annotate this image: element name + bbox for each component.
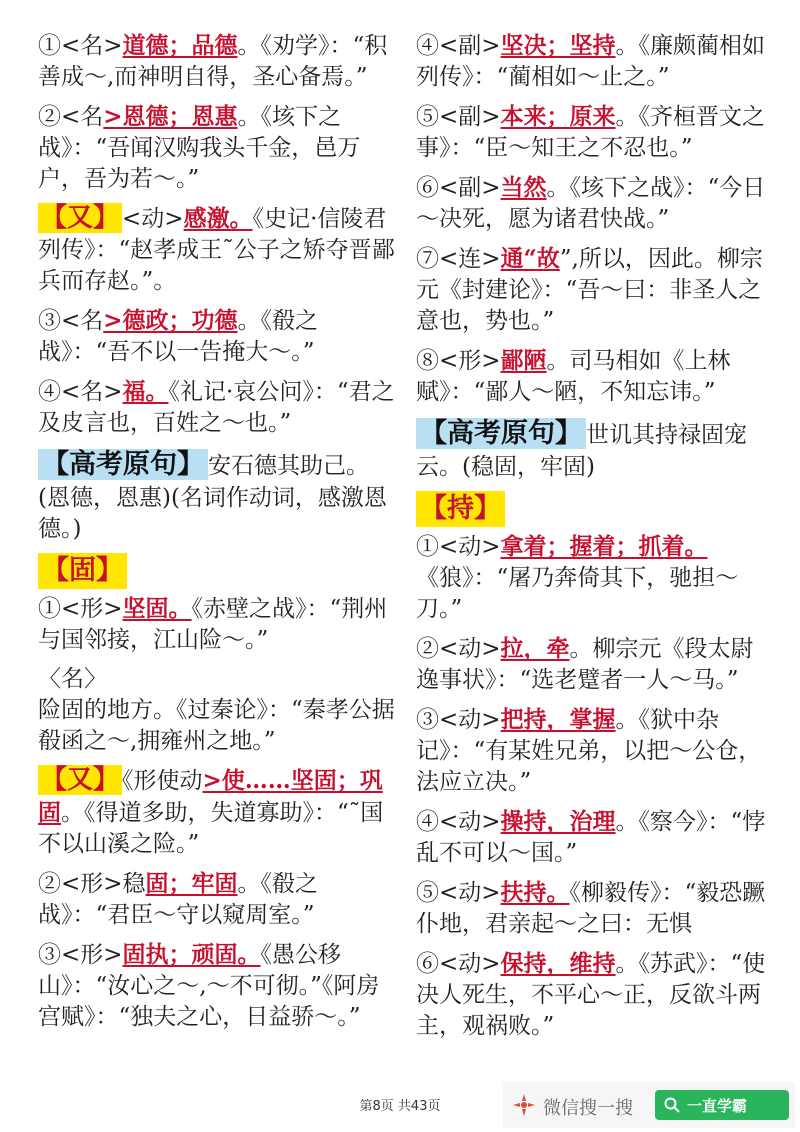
definition: >德政；功德: [103, 307, 238, 334]
entry-gu-1b: [38, 664, 398, 757]
definition: 坚决；坚持: [500, 32, 616, 59]
entry-number: ⑦<连>: [416, 246, 501, 272]
entry-number: ②<动>: [416, 636, 501, 662]
page-number: 第8页 共43页: [359, 1099, 441, 1114]
example: 。司马相如《上林赋》：“鄙人～陋，不知忘讳。”: [416, 348, 731, 405]
gaokao-sentence: [416, 416, 766, 483]
gaokao-heading: 【高考原句】: [38, 449, 208, 480]
definition: 扶持。: [500, 879, 570, 906]
definition: 坚固。: [122, 595, 192, 622]
left-column: [38, 30, 398, 1041]
section-title: 【固】: [38, 553, 127, 589]
entry-number: ⑤<副>: [416, 104, 501, 130]
definition: >恩德；恩惠: [103, 103, 238, 130]
definition: >使……坚固；巩固: [38, 767, 383, 826]
search-button[interactable]: [655, 1090, 789, 1120]
entry-number: ④<动>: [416, 809, 501, 835]
definition: 固；牢固: [145, 870, 238, 897]
entry-gu-4: [416, 30, 766, 93]
entry-chi-2: [416, 633, 766, 696]
entry-gu-5: [416, 101, 766, 164]
entry-de-4: [38, 376, 398, 439]
search-icon: [663, 1096, 681, 1114]
definition: 鄙陋: [500, 347, 547, 374]
entry-number: ⑥<动>: [416, 951, 501, 977]
definition: 保持，维持: [500, 950, 616, 977]
example: ”,所以，因此。柳宗元《封建论》：“吾～曰：非圣人之意也，势也。”: [416, 246, 763, 334]
entry-number: ⑤<动>: [416, 880, 501, 906]
definition: 福。: [122, 378, 169, 405]
entry-gu-you: [38, 765, 398, 860]
example: 。《殽之战》：“吾不以一告掩大～。”: [38, 308, 319, 365]
entry-number: ⑥<副>: [416, 175, 501, 201]
example: 《愚公移山》：“汝心之～,～不可彻。”《阿房宫赋》：“独夫之心，日益骄～。”: [38, 942, 380, 1030]
entry-number: ③<动>: [416, 707, 501, 733]
example: 。《齐桓晋文之事》：“臣～知王之不忍也。”: [416, 104, 766, 161]
entry-number: 〈名〉: [38, 666, 107, 692]
entry-number: ④<名>: [38, 379, 123, 405]
entry-chi-1: [416, 531, 766, 625]
you-tag: 【又】: [38, 203, 122, 233]
entry-de-3: [38, 305, 398, 368]
example: 。柳宗元《段太尉逸事状》：“选老躄者一人～马。”: [416, 636, 754, 693]
wechat-search-logo-icon: [511, 1092, 537, 1118]
section-chi: [416, 491, 766, 527]
entry-gu-1: [38, 593, 398, 656]
entry-number: <动>: [122, 206, 184, 232]
definition: 操持，治理: [500, 808, 616, 835]
example: 。《垓下之战》：“吾闻汉购我头千金，邑万户，吾为若～。”: [38, 104, 361, 192]
entry-chi-4: [416, 806, 766, 869]
entry-number: ⑧<形>: [416, 348, 501, 374]
example: 。《狱中杂记》：“有某姓兄弟，以把～公仓，法应立决。”: [416, 707, 762, 795]
entry-chi-5: [416, 877, 766, 940]
entry-de-you: [38, 203, 398, 297]
definition: 把持，掌握: [500, 706, 616, 733]
example: 《赤壁之战》：“荆州与国邻接，江山险～。”: [38, 596, 388, 653]
definition: 拿着；握着；抓着。: [500, 533, 708, 560]
entry-number: 《形使动: [122, 768, 203, 794]
entry-number: ③<形>: [38, 942, 123, 968]
gaokao-text: 安石德其助己。(恩德，恩惠)(名词作动词，感激恩德。): [38, 453, 387, 542]
watermark-text: 微信搜一搜: [543, 1098, 633, 1119]
entry-number: ①<形>: [38, 596, 123, 622]
entry-chi-3: [416, 704, 766, 798]
definition: 感激。: [183, 205, 253, 232]
gaokao-sentence: [38, 447, 398, 545]
entry-number: ④<副>: [416, 33, 501, 59]
gaokao-heading: 【高考原句】: [416, 418, 586, 449]
example: 。《垓下之战》：“今日～决死，愿为诸君快战。”: [416, 175, 766, 232]
entry-de-2: [38, 101, 398, 195]
wechat-search-watermark: [503, 1082, 795, 1128]
entry-number: ①<动>: [416, 534, 501, 560]
definition: 道德；品德: [122, 32, 238, 59]
entry-gu-7: [416, 243, 766, 337]
search-button-label: 一直学霸: [687, 1097, 748, 1115]
entry-de-1: [38, 30, 398, 93]
definition: 固执；顽固。: [122, 941, 261, 968]
entry-gu-2: [38, 868, 398, 931]
entry-gu-8: [416, 345, 766, 408]
example: 。《劝学》：“积善成～,而神明自得，圣心备焉。”: [38, 33, 388, 90]
section-gu: [38, 553, 398, 589]
entry-gu-6: [416, 172, 766, 235]
gaokao-text: 世讥其持禄固宠云。(稳固，牢固): [416, 422, 747, 480]
definition: 拉，牵: [500, 635, 570, 662]
example: 《柳毅传》：“毅恐蹶仆地，君亲起～之曰：无惧: [416, 880, 766, 937]
example: 。《廉颇蔺相如列传》：“蔺相如～止之。”: [416, 33, 766, 90]
example: 《史记·信陵君列传》：“赵孝成王˜公子之矫夺晋鄙兵而存赵。”。: [38, 206, 395, 294]
right-column: [416, 30, 766, 1050]
section-title: 【持】: [416, 491, 505, 527]
entry-number: ②<形>稳: [38, 871, 146, 897]
you-tag: 【又】: [38, 765, 122, 795]
entry-gu-3: [38, 939, 398, 1033]
definition: 本来；原来: [500, 103, 616, 130]
entry-number: ③<名: [38, 308, 104, 334]
example: 。《苏武》：“使决人死生，不平心～正，反欲斗两主，观祸败。”: [416, 951, 766, 1039]
example: 《礼记·哀公问》：“君之及皮言也，百姓之～也。”: [38, 379, 395, 436]
example: 。《察今》：“悖乱不可以～国。”: [416, 809, 766, 866]
entry-number: ①<名>: [38, 33, 123, 59]
example: 。《得道多助，失道寡助》：“˜国不以山溪之险。”: [38, 800, 384, 857]
definition: 通“故: [500, 245, 560, 272]
entry-chi-6: [416, 948, 766, 1042]
example: 《狼》：“屠乃奔倚其下，驰担～刀。”: [416, 565, 739, 622]
example: 险固的地方。《过秦论》：“秦孝公据殽函之～,拥雍州之地。”: [38, 697, 395, 754]
entry-number: ②<名: [38, 104, 104, 130]
definition: 当然: [500, 174, 547, 201]
example: 。《殽之战》：“君臣～守以窥周室。”: [38, 871, 319, 928]
